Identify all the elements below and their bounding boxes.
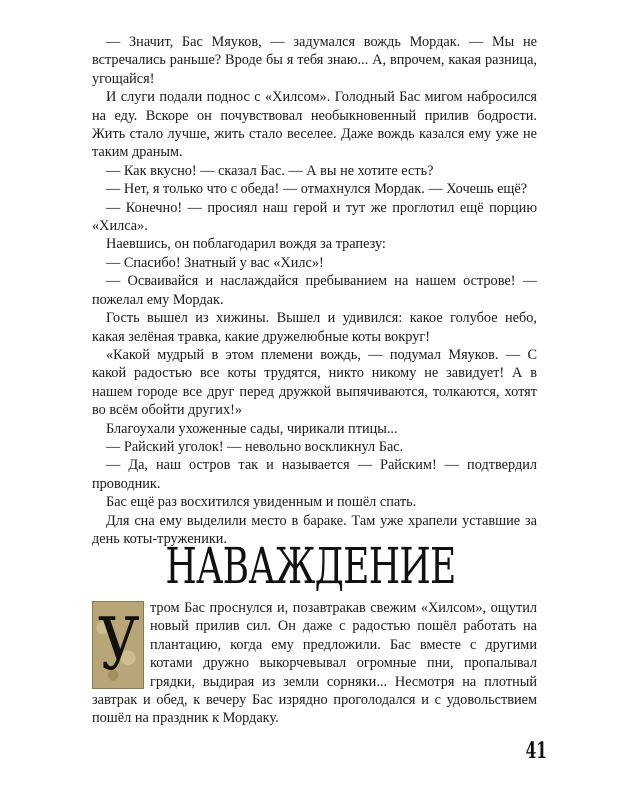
paragraph: «Какой мудрый в этом племени вождь, — подумал Мяуков. — С какой радостью все коты трудятся, никто никому не завидует! А в нашем городе все друг перед дружкой выпячиваются, толкаются, хотят во всём обойти других!»	[92, 346, 537, 419]
paragraph: — Осваивайся и наслаждайся пребыванием на нашем острове! — пожелал ему Мордак.	[92, 273, 537, 308]
paragraph: — Райский уголок! — невольно воскликнул Бас.	[106, 438, 404, 455]
paragraph: Бас ещё раз восхитился увиденным и пошёл спать.	[106, 494, 417, 511]
paragraph: — Как вкусно! — сказал Бас. — А вы не хотите есть?	[106, 162, 434, 179]
body-text	[92, 33, 537, 548]
paragraph: — Да, наш остров так и называется — Райским! — подтвердил проводник.	[92, 457, 537, 492]
paragraph: Гость вышел из хижины. Вышел и удивился: какое голубое небо, какая зелёная травка, какие дружелюбные коты вокруг!	[92, 310, 537, 345]
chapter-title: НАВАЖДЕНИЕ	[165, 537, 456, 595]
page-number: 41	[525, 738, 548, 764]
paragraph: — Нет, я только что с обеда! — отмахнулся Мордак. — Хочешь ещё?	[106, 181, 528, 198]
paragraph: — Конечно! — просиял наш герой и тут же проглотил ещё порцию «Хилса».	[92, 199, 537, 235]
paragraph: — Значит, Бас Мяуков, — задумался вождь Мордак. — Мы не встречались раньше? Вроде бы я тебя знаю... А, впрочем, какая разница, угощайся!	[92, 34, 537, 87]
drop-cap-letter: У	[98, 602, 140, 686]
chapter-text: тром Бас проснулся и, позавтракав свежим «Хилсом», ощутил новый прилив сил. Он даже с радостью пошёл работать на плантацию, когда ему предложили. Бас вместе с другими котами дружно выкорчевывал огромные пни, пропалывал грядки, выдирая из земли сорняки... Несмотря на плотный завтрак и обед, к вечеру Бас изрядно проголодался и с удовольствием пошёл на праздник к Мордаку.	[92, 600, 537, 727]
chapter-opening	[92, 599, 537, 728]
paragraph: Благоухали ухоженные сады, чирикали птицы...	[106, 420, 398, 437]
paragraph: Наевшись, он поблагодарил вождя за трапезу:	[106, 236, 386, 253]
paragraph: И слуги подали поднос с «Хилсом». Голодный Бас мигом набросился на еду. Вскоре он почувствовал необыкновенный прилив бодрости. Жить стало лучше, жить стало веселее. Даже вождь казался ему уже не таким драным.	[92, 89, 537, 161]
paragraph: Для сна ему выделили место в бараке. Там уже храпели уставшие за день коты-труженики.	[92, 512, 537, 547]
drop-cap	[92, 601, 144, 689]
paragraph: — Спасибо! Знатный у вас «Хилс»!	[106, 254, 324, 271]
